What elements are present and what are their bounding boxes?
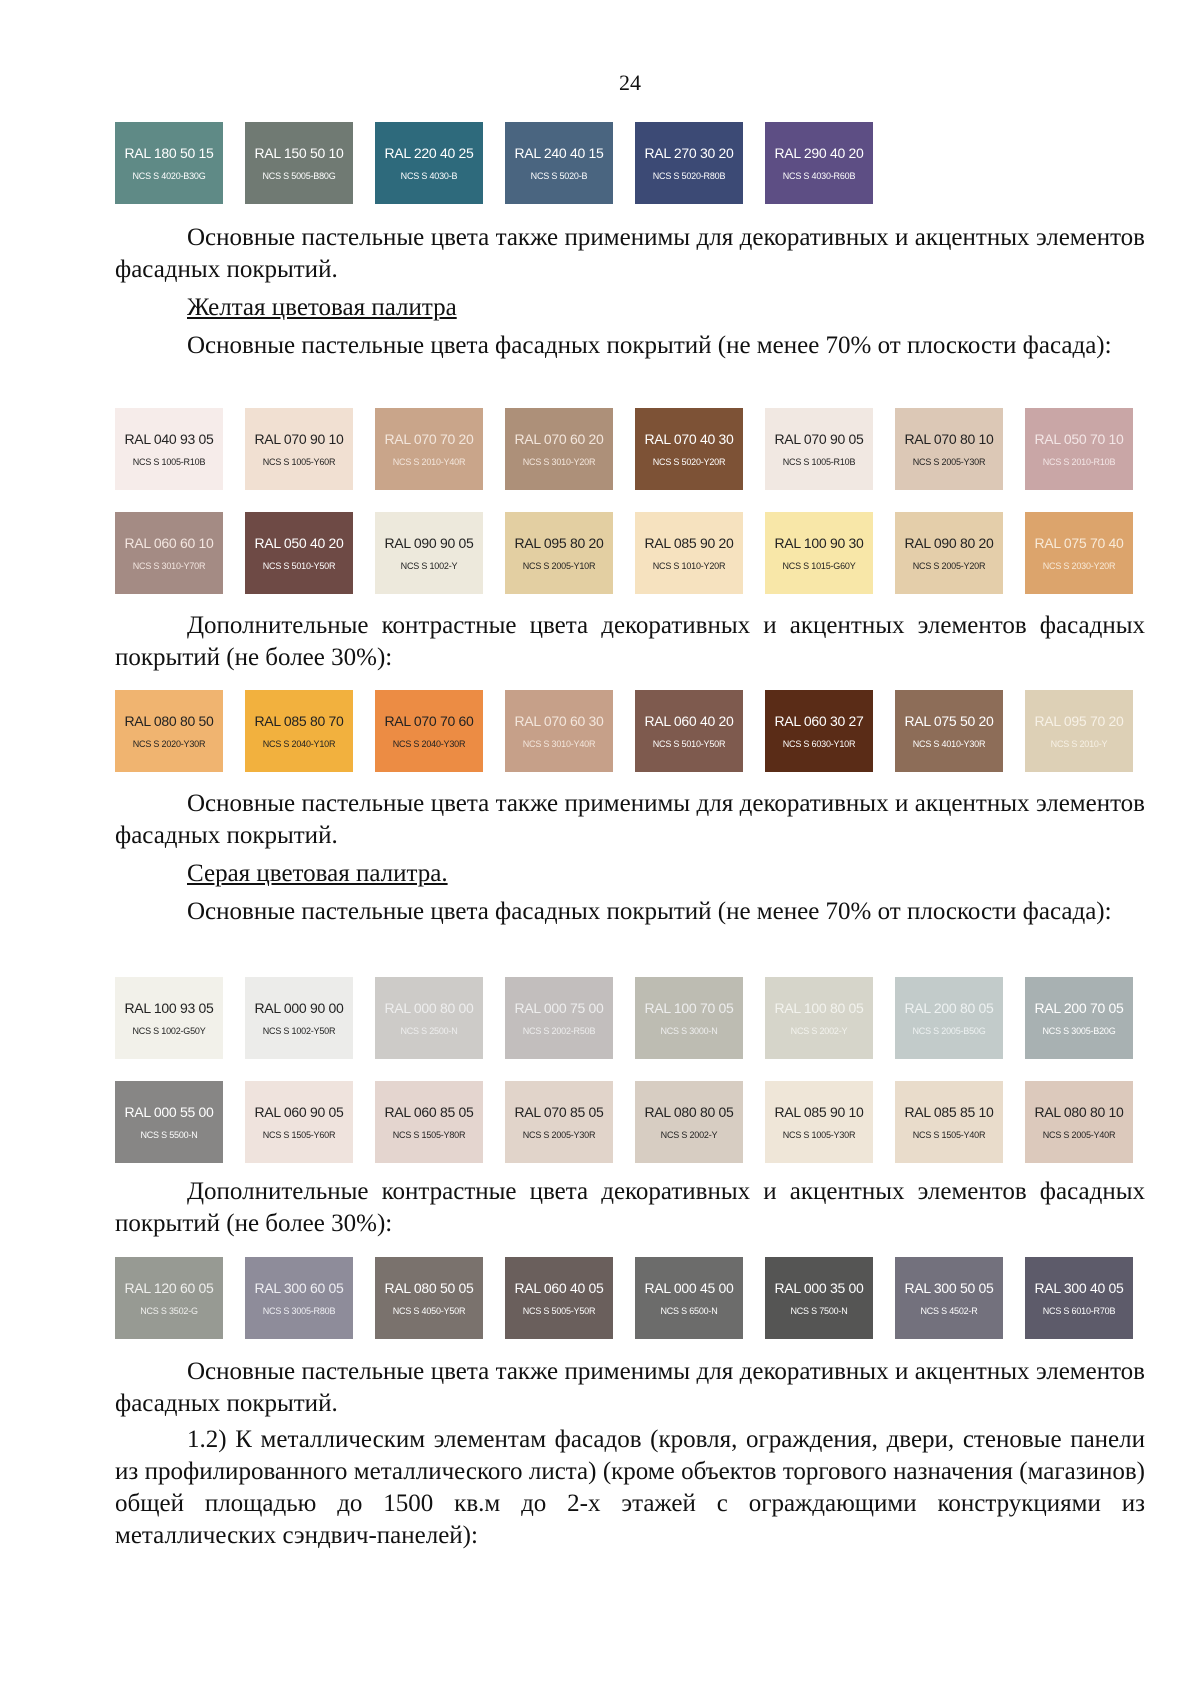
color-swatch xyxy=(635,122,743,204)
ral-code: RAL 100 93 05 xyxy=(124,1000,214,1016)
ncs-code: NCS S 4020-B30G xyxy=(132,171,206,181)
heading-gray-palette: Серая цветовая палитра. xyxy=(187,860,448,887)
ral-code: RAL 000 80 00 xyxy=(384,1000,474,1016)
ral-code: RAL 085 80 70 xyxy=(254,713,344,729)
ral-code: RAL 070 90 10 xyxy=(254,431,344,447)
ncs-code: NCS S 2005-Y30R xyxy=(522,1130,596,1140)
color-swatch xyxy=(895,977,1003,1059)
ral-code: RAL 070 60 20 xyxy=(514,431,604,447)
color-swatch xyxy=(115,122,223,204)
paragraph-3: Дополнительные контрастные цвета декоративных и акцентных элементов фасадных покрытий (не более 30%): xyxy=(115,612,1145,671)
ncs-code: NCS S 5500-N xyxy=(140,1130,198,1140)
ral-code: RAL 100 70 05 xyxy=(644,1000,734,1016)
ncs-code: NCS S 2040-Y30R xyxy=(392,739,466,749)
color-swatch xyxy=(505,1081,613,1163)
color-swatch xyxy=(375,512,483,594)
color-swatch xyxy=(505,1257,613,1339)
ral-code: RAL 000 55 00 xyxy=(124,1104,214,1120)
ncs-code: NCS S 1002-Y50R xyxy=(262,1026,336,1036)
ncs-code: NCS S 6500-N xyxy=(660,1306,718,1316)
ral-code: RAL 050 70 10 xyxy=(1034,431,1124,447)
color-swatch xyxy=(765,512,873,594)
ncs-code: NCS S 3010-Y40R xyxy=(522,739,596,749)
ncs-code: NCS S 1505-Y80R xyxy=(392,1130,466,1140)
ral-code: RAL 240 40 15 xyxy=(514,145,604,161)
color-swatch xyxy=(245,977,353,1059)
color-swatch xyxy=(765,122,873,204)
ncs-code: NCS S 4010-Y30R xyxy=(912,739,986,749)
ncs-code: NCS S 2002-Y xyxy=(660,1130,718,1140)
ncs-code: NCS S 6010-R70B xyxy=(1042,1306,1116,1316)
ncs-code: NCS S 5005-Y50R xyxy=(522,1306,596,1316)
color-swatch xyxy=(245,1257,353,1339)
ral-code: RAL 000 90 00 xyxy=(254,1000,344,1016)
color-swatch xyxy=(765,1081,873,1163)
ral-code: RAL 085 90 10 xyxy=(774,1104,864,1120)
ncs-code: NCS S 2005-Y40R xyxy=(1042,1130,1116,1140)
ncs-code: NCS S 5020-Y20R xyxy=(652,457,726,467)
color-swatch xyxy=(115,408,223,490)
ncs-code: NCS S 4050-Y50R xyxy=(392,1306,466,1316)
ral-code: RAL 000 35 00 xyxy=(774,1280,864,1296)
color-swatch xyxy=(245,690,353,772)
ncs-code: NCS S 3005-B20G xyxy=(1042,1026,1116,1036)
ncs-code: NCS S 1005-R10B xyxy=(132,457,206,467)
ral-code: RAL 050 40 20 xyxy=(254,535,344,551)
color-swatch xyxy=(1025,1081,1133,1163)
ral-code: RAL 270 30 20 xyxy=(644,145,734,161)
ncs-code: NCS S 3000-N xyxy=(660,1026,718,1036)
color-swatch xyxy=(375,122,483,204)
color-swatch xyxy=(375,408,483,490)
color-swatch xyxy=(635,408,743,490)
color-swatch xyxy=(505,408,613,490)
ncs-code: NCS S 4030-B xyxy=(400,171,458,181)
ncs-code: NCS S 2005-Y20R xyxy=(912,561,986,571)
color-swatch xyxy=(375,1081,483,1163)
page-number: 24 xyxy=(619,70,641,95)
paragraph-7: Основные пастельные цвета также применимы для декоративных и акцентных элементов фасадных покрытий. xyxy=(115,1358,1145,1417)
ncs-code: NCS S 4502-R xyxy=(920,1306,978,1316)
ncs-code: NCS S 5020-R80B xyxy=(652,171,726,181)
color-swatch xyxy=(635,690,743,772)
ncs-code: NCS S 2002-Y xyxy=(790,1026,848,1036)
ncs-code: NCS S 4030-R60B xyxy=(782,171,856,181)
color-swatch xyxy=(765,690,873,772)
ral-code: RAL 070 70 60 xyxy=(384,713,474,729)
ral-code: RAL 070 40 30 xyxy=(644,431,734,447)
ral-code: RAL 090 80 20 xyxy=(904,535,994,551)
ncs-code: NCS S 2005-B50G xyxy=(912,1026,986,1036)
ral-code: RAL 070 90 05 xyxy=(774,431,864,447)
ral-code: RAL 000 45 00 xyxy=(644,1280,734,1296)
color-swatch xyxy=(115,512,223,594)
ncs-code: NCS S 2020-Y30R xyxy=(132,739,206,749)
ral-code: RAL 060 40 20 xyxy=(644,713,734,729)
ral-code: RAL 220 40 25 xyxy=(384,145,474,161)
ncs-code: NCS S 1505-Y60R xyxy=(262,1130,336,1140)
heading-yellow-palette: Желтая цветовая палитра xyxy=(187,294,457,321)
color-swatch xyxy=(115,1081,223,1163)
ral-code: RAL 060 30 27 xyxy=(774,713,864,729)
color-swatch xyxy=(635,1257,743,1339)
color-swatch xyxy=(245,122,353,204)
ncs-code: NCS S 2030-Y20R xyxy=(1042,561,1116,571)
ral-code: RAL 300 40 05 xyxy=(1034,1280,1124,1296)
color-swatch xyxy=(765,408,873,490)
ral-code: RAL 075 70 40 xyxy=(1034,535,1124,551)
color-swatch xyxy=(635,977,743,1059)
ral-code: RAL 040 93 05 xyxy=(124,431,214,447)
ncs-code: NCS S 2002-R50B xyxy=(522,1026,596,1036)
color-swatch xyxy=(505,690,613,772)
ral-code: RAL 070 80 10 xyxy=(904,431,994,447)
ral-code: RAL 060 90 05 xyxy=(254,1104,344,1120)
color-swatch xyxy=(1025,408,1133,490)
ncs-code: NCS S 7500-N xyxy=(790,1306,848,1316)
color-swatch xyxy=(895,512,1003,594)
ncs-code: NCS S 5010-Y50R xyxy=(652,739,726,749)
ral-code: RAL 200 70 05 xyxy=(1034,1000,1124,1016)
ncs-code: NCS S 2500-N xyxy=(400,1026,458,1036)
ral-code: RAL 085 85 10 xyxy=(904,1104,994,1120)
ncs-code: NCS S 1005-Y30R xyxy=(782,1130,856,1140)
ral-code: RAL 095 70 20 xyxy=(1034,713,1124,729)
color-swatch xyxy=(895,690,1003,772)
ncs-code: NCS S 2005-Y30R xyxy=(912,457,986,467)
ral-code: RAL 080 80 05 xyxy=(644,1104,734,1120)
ncs-code: NCS S 3005-R80B xyxy=(262,1306,336,1316)
paragraph-5: Основные пастельные цвета фасадных покрытий (не менее 70% от плоскости фасада): xyxy=(187,898,1112,925)
ncs-code: NCS S 2010-Y xyxy=(1050,739,1108,749)
ncs-code: NCS S 1005-Y60R xyxy=(262,457,336,467)
ral-code: RAL 080 80 10 xyxy=(1034,1104,1124,1120)
ncs-code: NCS S 3010-Y20R xyxy=(522,457,596,467)
ral-code: RAL 095 80 20 xyxy=(514,535,604,551)
ncs-code: NCS S 6030-Y10R xyxy=(782,739,856,749)
color-swatch xyxy=(245,1081,353,1163)
ral-code: RAL 200 80 05 xyxy=(904,1000,994,1016)
color-swatch xyxy=(635,1081,743,1163)
color-swatch xyxy=(375,977,483,1059)
ncs-code: NCS S 1505-Y40R xyxy=(912,1130,986,1140)
paragraph-4: Основные пастельные цвета также применимы для декоративных и акцентных элементов фасадных покрытий. xyxy=(115,790,1145,849)
ral-code: RAL 000 75 00 xyxy=(514,1000,604,1016)
color-swatch xyxy=(375,690,483,772)
color-swatch xyxy=(505,122,613,204)
color-swatch xyxy=(505,512,613,594)
ncs-code: NCS S 3010-Y70R xyxy=(132,561,206,571)
color-swatch xyxy=(895,408,1003,490)
color-swatch xyxy=(765,977,873,1059)
color-swatch xyxy=(245,408,353,490)
color-swatch xyxy=(895,1081,1003,1163)
ncs-code: NCS S 1005-R10B xyxy=(782,457,856,467)
ral-code: RAL 180 50 15 xyxy=(124,145,214,161)
ral-code: RAL 100 90 30 xyxy=(774,535,864,551)
ncs-code: NCS S 2010-Y40R xyxy=(392,457,466,467)
ral-code: RAL 080 50 05 xyxy=(384,1280,474,1296)
color-swatch xyxy=(245,512,353,594)
ncs-code: NCS S 5010-Y50R xyxy=(262,561,336,571)
paragraph-1: Основные пастельные цвета также применимы для декоративных и акцентных элементов фасадных покрытий. xyxy=(115,224,1145,283)
paragraph-6: Дополнительные контрастные цвета декоративных и акцентных элементов фасадных покрытий (не более 30%): xyxy=(115,1178,1145,1237)
color-swatch xyxy=(1025,690,1133,772)
color-swatch xyxy=(115,1257,223,1339)
color-swatch xyxy=(765,1257,873,1339)
color-swatch xyxy=(1025,512,1133,594)
ral-code: RAL 300 50 05 xyxy=(904,1280,994,1296)
ral-code: RAL 100 80 05 xyxy=(774,1000,864,1016)
ncs-code: NCS S 2010-R10B xyxy=(1042,457,1116,467)
paragraph-2: Основные пастельные цвета фасадных покрытий (не менее 70% от плоскости фасада): xyxy=(187,332,1112,359)
color-swatch xyxy=(115,977,223,1059)
ral-code: RAL 290 40 20 xyxy=(774,145,864,161)
ral-code: RAL 070 85 05 xyxy=(514,1104,604,1120)
ral-code: RAL 120 60 05 xyxy=(124,1280,214,1296)
ral-code: RAL 060 60 10 xyxy=(124,535,214,551)
color-swatch xyxy=(1025,1257,1133,1339)
paragraph-8: 1.2) К металлическим элементам фасадов (кровля, ограждения, двери, стеновые панели из профилированного металлического листа) (кроме объектов торгового назначения (магазинов) общей площадью до 1500 кв.м до 2-х этажей с ограждающими конструкциями из металлических сэндвич-панелей): xyxy=(115,1426,1145,1549)
ncs-code: NCS S 1015-G60Y xyxy=(782,561,856,571)
color-swatch xyxy=(375,1257,483,1339)
ncs-code: NCS S 1002-G50Y xyxy=(132,1026,206,1036)
ral-code: RAL 090 90 05 xyxy=(384,535,474,551)
ncs-code: NCS S 2040-Y10R xyxy=(262,739,336,749)
color-swatch xyxy=(115,690,223,772)
ral-code: RAL 060 40 05 xyxy=(514,1280,604,1296)
color-swatch xyxy=(1025,977,1133,1059)
color-swatch xyxy=(635,512,743,594)
ncs-code: NCS S 5005-B80G xyxy=(262,171,336,181)
ral-code: RAL 075 50 20 xyxy=(904,713,994,729)
color-swatch xyxy=(895,1257,1003,1339)
ncs-code: NCS S 2005-Y10R xyxy=(522,561,596,571)
ncs-code: NCS S 1010-Y20R xyxy=(652,561,726,571)
ral-code: RAL 300 60 05 xyxy=(254,1280,344,1296)
ral-code: RAL 060 85 05 xyxy=(384,1104,474,1120)
ral-code: RAL 150 50 10 xyxy=(254,145,344,161)
color-swatch xyxy=(505,977,613,1059)
ncs-code: NCS S 5020-B xyxy=(530,171,588,181)
ncs-code: NCS S 3502-G xyxy=(140,1306,198,1316)
ral-code: RAL 070 60 30 xyxy=(514,713,604,729)
ral-code: RAL 080 80 50 xyxy=(124,713,214,729)
ncs-code: NCS S 1002-Y xyxy=(400,561,458,571)
ral-code: RAL 085 90 20 xyxy=(644,535,734,551)
ral-code: RAL 070 70 20 xyxy=(384,431,474,447)
